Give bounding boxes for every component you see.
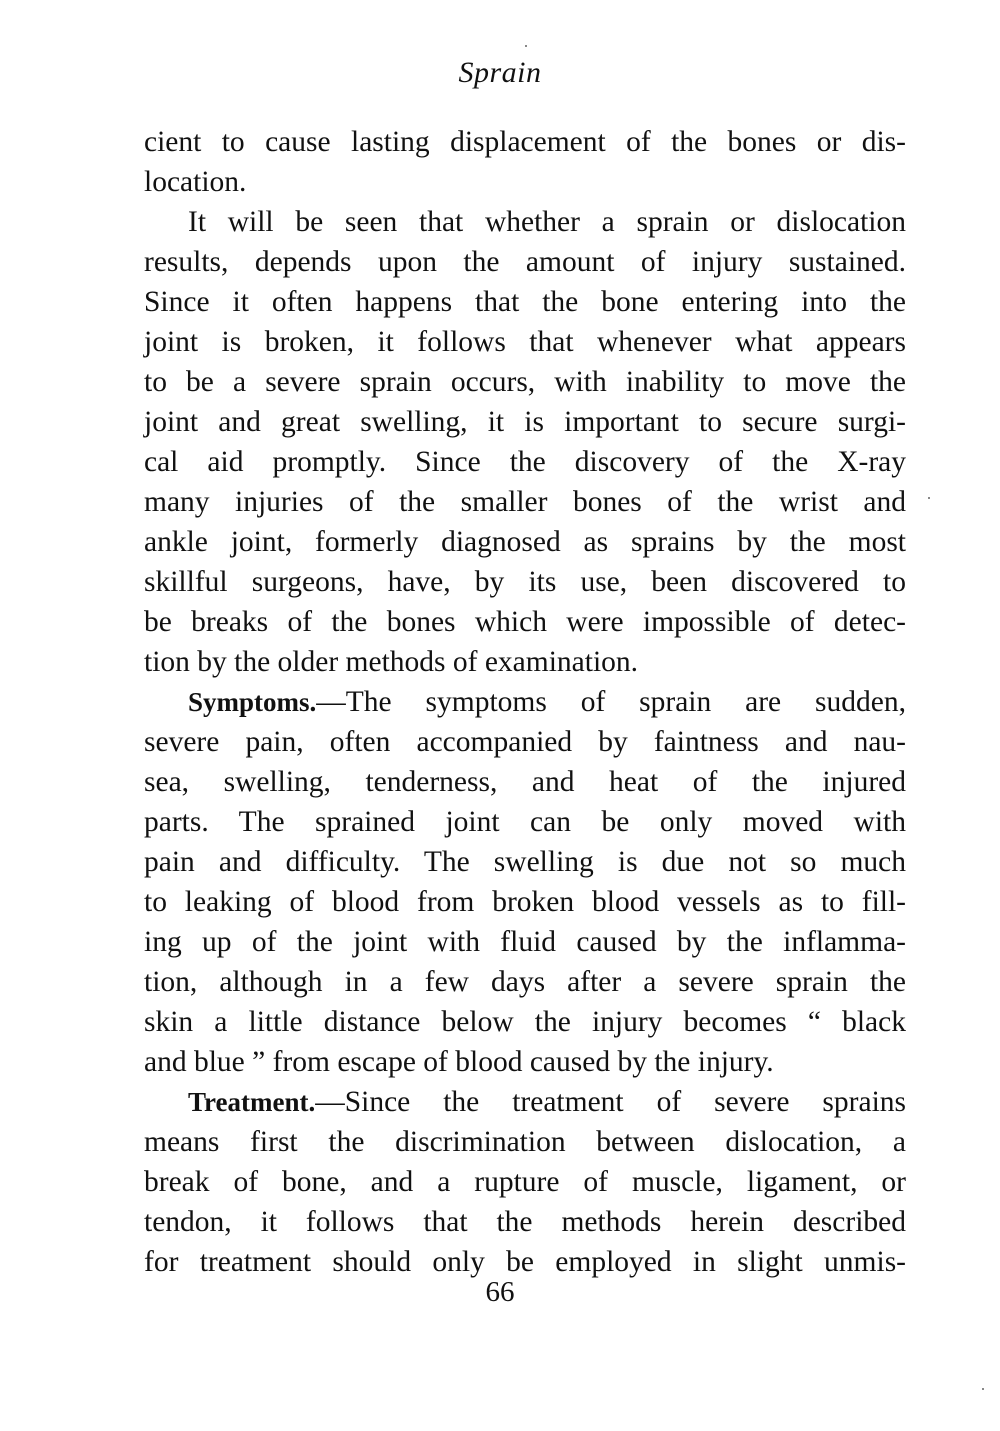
paragraph-treatment [144, 1082, 906, 1282]
text-line: many injuries of the smaller bones of the wrist and [144, 486, 906, 518]
text-line: sea, swelling, tenderness, and heat of the injured [144, 766, 906, 798]
text-line: cal aid promptly. Since the discovery of the X-ray [144, 446, 906, 478]
text-line: ing up of the joint with fluid caused by the inflamma- [144, 926, 906, 958]
text-line: location. [144, 166, 247, 198]
text-line: for treatment should only be employed in slight unmis- [144, 1246, 906, 1278]
text-line: It will be seen that whether a sprain or dislocation [188, 206, 906, 238]
scan-speck [982, 1388, 984, 1390]
text-line: tion, although in a few days after a severe sprain the [144, 966, 906, 998]
running-head: Sprain [458, 56, 542, 89]
paragraph-symptoms [144, 682, 906, 1082]
text-run: —The symptoms of sprain are sudden, [316, 686, 906, 718]
text-line: severe pain, often accompanied by faintness and nau- [144, 726, 906, 758]
body-text [144, 122, 906, 1282]
page-number: 66 [485, 1276, 515, 1308]
text-line: Since it often happens that the bone entering into the [144, 286, 906, 318]
text-run: —Since the treatment of severe sprains [315, 1086, 906, 1118]
text-line: tendon, it follows that the methods herein described [144, 1206, 906, 1238]
scan-speck [525, 45, 527, 47]
paragraph-continuation [144, 122, 906, 202]
text-line: to leaking of blood from broken blood vessels as to fill- [144, 886, 906, 918]
text-line: be breaks of the bones which were impossible of detec- [144, 606, 906, 638]
text-line: joint and great swelling, it is important to secure surgi- [144, 406, 906, 438]
text-line: cient to cause lasting displacement of the bones or dis- [144, 126, 906, 158]
text-line: results, depends upon the amount of injury sustained. [144, 246, 906, 278]
text-line: parts. The sprained joint can be only moved with [144, 806, 906, 838]
text-line: break of bone, and a rupture of muscle, ligament, or [144, 1166, 906, 1198]
text-line: tion by the older methods of examination. [144, 646, 639, 678]
paragraph-xray [144, 202, 906, 682]
scan-speck [928, 497, 930, 499]
text-line: ankle joint, formerly diagnosed as sprains by the most [144, 526, 906, 558]
text-line: means first the discrimination between dislocation, a [144, 1126, 906, 1158]
text-line [144, 682, 906, 722]
section-heading-treatment: Treatment. [188, 1087, 316, 1117]
section-heading-symptoms: Symptoms. [188, 687, 317, 717]
text-line: skin a little distance below the injury becomes “ black [144, 1006, 906, 1038]
text-line: joint is broken, it follows that whenever what appears [144, 326, 906, 358]
text-line: pain and difficulty. The swelling is due not so much [144, 846, 906, 878]
text-line: and blue ” from escape of blood caused by the injury. [144, 1046, 774, 1078]
text-line: to be a severe sprain occurs, with inability to move the [144, 366, 906, 398]
text-line [144, 1082, 906, 1122]
text-line: skillful surgeons, have, by its use, been discovered to [144, 566, 906, 598]
